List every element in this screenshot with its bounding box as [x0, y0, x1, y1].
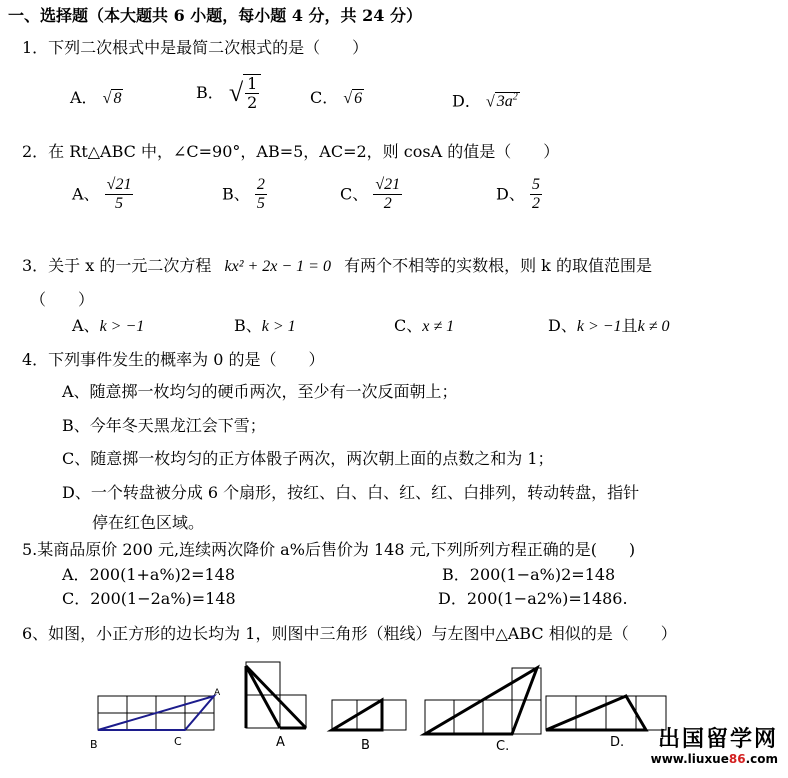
- q5-stem: 5.某商品原价 200 元,连续两次降价 a%后售价为 148 元,下列所列方程正确的是( ): [22, 540, 636, 559]
- q2-stem: 2．在 Rt△ABC 中，∠C=90°，AB=5，AC=2，则 cosA 的值是（ ）: [22, 142, 560, 161]
- q6-stem: 6、如图，小正方形的边长均为 1，则图中三角形（粗线）与左图中△ABC 相似的是（ ）: [22, 624, 677, 643]
- q3-stem: 3．关于 x 的一元二次方程 kx² + 2x − 1 = 0 有两个不相等的实数根，则 k 的取值范围是: [22, 256, 652, 275]
- q4-option-d-line2: 停在红色区域。: [92, 513, 205, 532]
- figure-option-a: [246, 662, 306, 728]
- q3-paren: （ ）: [30, 290, 95, 309]
- q5-option-d: D．200(1−a2%)=1486.: [438, 589, 628, 608]
- q5-option-b: B．200(1−a%)2=148: [442, 565, 616, 584]
- option-c-label: C.: [496, 739, 510, 754]
- q2-option-c: C、 $\frac{√21}{2}$: [340, 176, 401, 212]
- q3-option-b: B、k > 1: [234, 316, 296, 335]
- watermark-title: 出国留学网: [657, 727, 778, 752]
- q1-option-c: C． √ 6: [310, 88, 363, 107]
- q1-option-b: B． √ $\frac{1}{2}$: [196, 74, 261, 112]
- q4-option-b: B、今年冬天黑龙江会下雪；: [62, 416, 266, 435]
- figure-option-b: [332, 700, 406, 730]
- q4-option-a: A、随意掷一枚均匀的硬币两次，至少有一次反面朝上；: [62, 382, 458, 401]
- figure-option-c: [425, 668, 541, 734]
- q5-option-a: A．200(1+a%)2=148: [62, 565, 236, 584]
- q3-option-d: D、k > −1且k ≠ 0: [548, 316, 670, 335]
- q1-stem: 1．下列二次根式中是最简二次根式的是（ ）: [22, 38, 369, 57]
- q2-option-b: B、 $\frac{2}{5}$: [222, 176, 265, 212]
- q1-option-a: A． √ 8: [70, 88, 122, 107]
- watermark: [651, 728, 778, 766]
- q2-option-d: D、 $\frac{5}{2}$: [496, 176, 540, 212]
- figure-option-d: [546, 696, 666, 730]
- q4-stem: 4．下列事件发生的概率为 0 的是（ ）: [22, 350, 325, 369]
- option-d-label: D.: [610, 735, 625, 750]
- label-a: A: [214, 688, 221, 698]
- q5-option-c: C．200(1−2a%)=148: [62, 589, 236, 608]
- option-a-label: A: [276, 735, 285, 750]
- q4-option-d-line1: D、一个转盘被分成 6 个扇形，按红、白、白、红、红、白排列，转动转盘，指针: [62, 483, 640, 502]
- q4-option-c: C、随意掷一枚均匀的正方体骰子两次，两次朝上面的点数之和为 1；: [62, 449, 554, 468]
- q1-option-d: D． √ $3a^2$: [452, 91, 518, 111]
- q3-option-c: C、x ≠ 1: [394, 316, 455, 335]
- option-b-label: B: [361, 738, 370, 753]
- q3-option-a: A、k > −1: [72, 316, 145, 335]
- figure-abc: [98, 696, 214, 730]
- section-title: 一、选择题（本大题共 6 小题，每小题 4 分，共 24 分）: [8, 6, 422, 25]
- q2-option-a: A、 $\frac{√21}{5}$: [72, 176, 132, 212]
- label-b: B: [90, 738, 98, 751]
- watermark-url: www.liuxue86.com: [650, 752, 778, 766]
- label-c: C: [174, 735, 182, 748]
